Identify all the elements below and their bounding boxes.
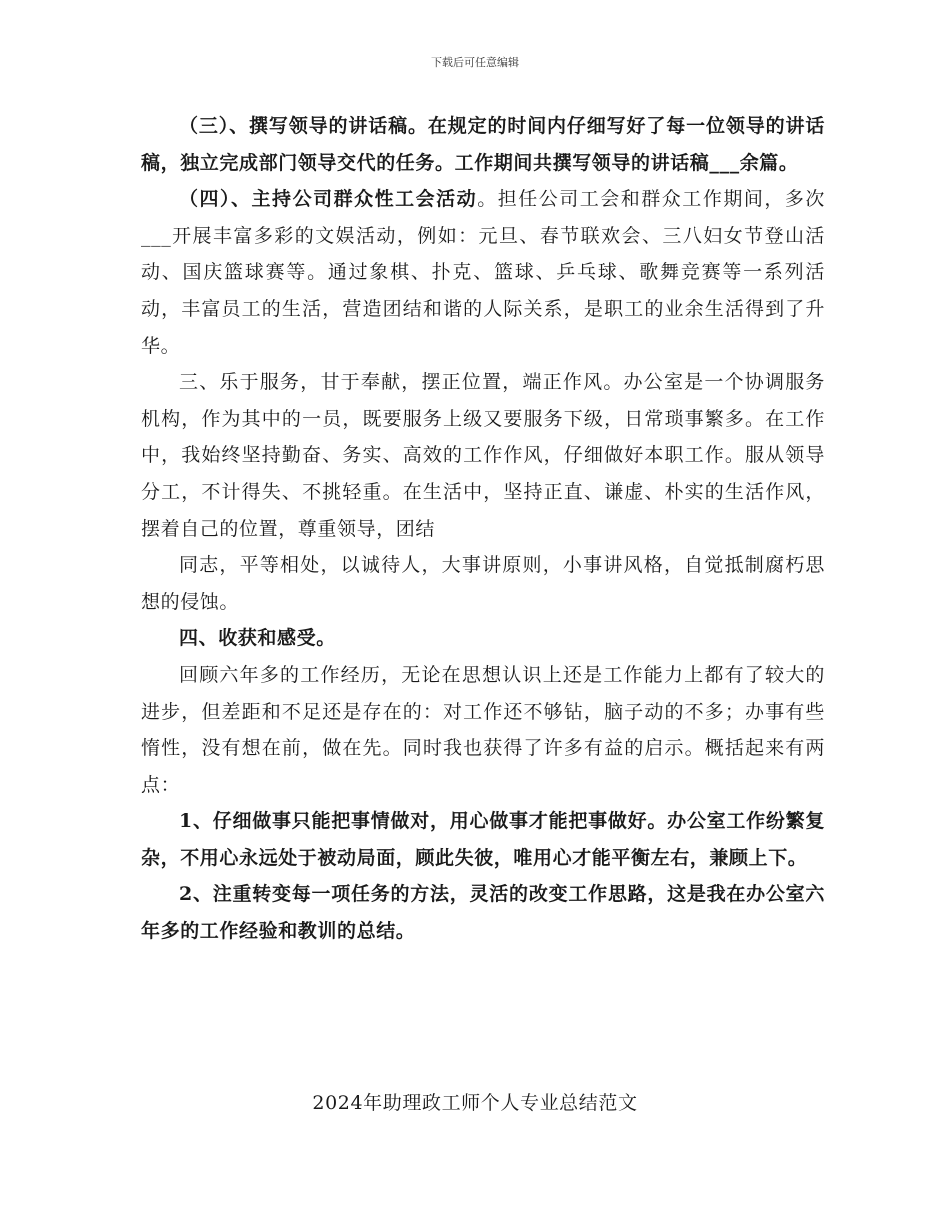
paragraph-point-two: 2、注重转变每一项任务的方法，灵活的改变工作思路，这是我在办公室六年多的工作经验和教训的总结。 xyxy=(141,883,825,943)
paragraph-union-activities xyxy=(141,181,825,364)
paragraph-point-one: 1、仔细做事只能把事情做对，用心做事才能把事做好。办公室工作纷繁复杂，不用心永远处于被动局面，顾此失彼，唯用心才能平衡左右，兼顾上下。 xyxy=(141,810,825,869)
paragraph-review: 回顾六年多的工作经历，无论在思想认识上还是工作能力上都有了较大的进步，但差距和不足还是存在的：对工作还不够钻，脑子动的不多；办事有些惰性，没有想在前，做在先。同时我也获得了许多有益的启示。概括起来有两点： xyxy=(141,663,825,796)
document-body xyxy=(141,108,825,950)
section-heading-gains: 四、收获和感受。 xyxy=(179,627,336,650)
paragraph-speech-writing: （三）、撰写领导的讲话稿。在规定的时间内仔细写好了每一位领导的讲话稿，独立完成部门领导交代的任务。工作期间共撰写领导的讲话稿___余篇。 xyxy=(141,115,825,174)
paragraph-colleagues: 同志，平等相处，以诚待人，大事讲原则，小事讲风格，自觉抵制腐朽思想的侵蚀。 xyxy=(141,554,825,613)
paragraph-service-dedication: 三、乐于服务，甘于奉献，摆正位置，端正作风。办公室是一个协调服务机构，作为其中的一员，既要服务上级又要服务下级，日常琐事繁多。在工作中，我始终坚持勤奋、务实、高效的工作作风，仔细做好本职工作。服从领导分工，不计得失、不挑轻重。在生活中，坚持正直、谦虚、朴实的生活作风，摆着自己的位置，尊重领导，团结 xyxy=(141,371,825,540)
union-activities-heading: （四）、主持公司群众性工会活动 xyxy=(179,188,478,211)
header-note: 下载后可任意编辑 xyxy=(431,56,519,69)
document-title: 2024年助理政工师个人专业总结范文 xyxy=(312,1092,638,1114)
union-activities-text: 。担任公司工会和群众工作期间，多次___开展丰富多彩的文娱活动，例如：元旦、春节联欢会、三八妇女节登山活动、国庆篮球赛等。通过象棋、扑克、篮球、乒乓球、歌舞竞赛等一系列活动，丰富员工的生活，营造团结和谐的人际关系，是职工的业余生活得到了升华。 xyxy=(141,188,825,357)
